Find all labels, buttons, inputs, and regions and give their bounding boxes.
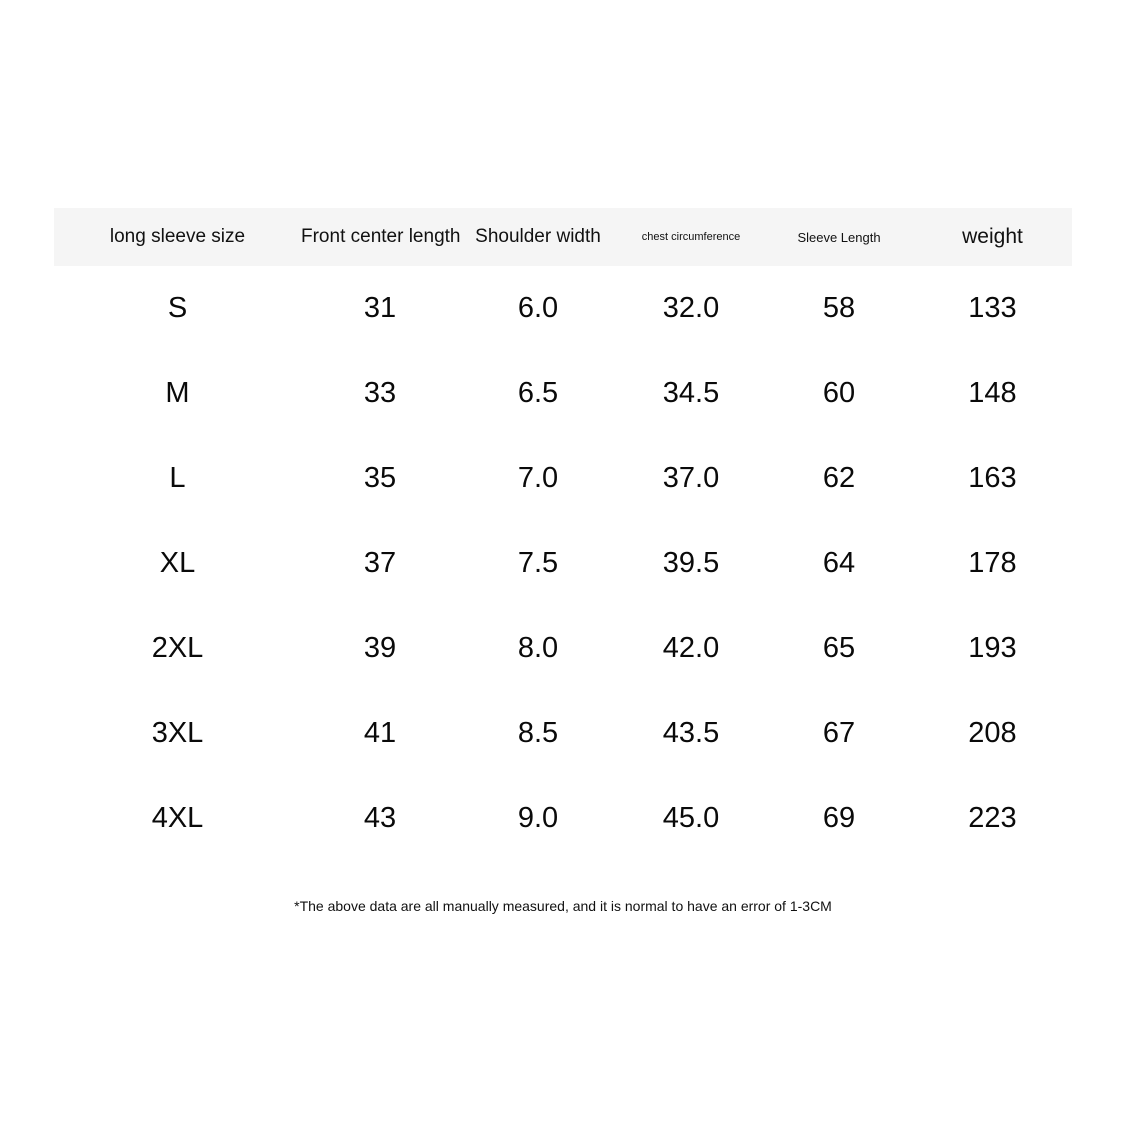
cell-shoulder-width: 7.0 — [517, 462, 559, 494]
cell-front-center-length: 33 — [363, 377, 397, 409]
measurement-footnote: *The above data are all manually measured, and it is normal to have an error of 1-3CM — [294, 898, 832, 914]
cell-weight: 223 — [968, 802, 1017, 834]
column-header-shoulder-width: Shoulder width — [475, 226, 601, 247]
cell-chest-circumference: 42.0 — [662, 632, 720, 664]
cell-sleeve-length: 62 — [822, 462, 856, 494]
cell-shoulder-width: 6.0 — [517, 292, 559, 324]
cell-size: S — [167, 292, 188, 324]
cell-weight: 178 — [968, 547, 1017, 579]
cell-weight: 193 — [968, 632, 1017, 664]
table-row — [54, 266, 1072, 351]
table-row — [54, 606, 1072, 691]
cell-size: 3XL — [151, 717, 204, 749]
cell-sleeve-length: 64 — [822, 547, 856, 579]
table-body — [54, 266, 1072, 861]
cell-chest-circumference: 43.5 — [662, 717, 720, 749]
column-header-chest-circumference: chest circumference — [641, 231, 741, 243]
table-row — [54, 691, 1072, 776]
cell-front-center-length: 39 — [363, 632, 397, 664]
header-row — [54, 208, 1072, 266]
cell-front-center-length: 43 — [363, 802, 397, 834]
cell-shoulder-width: 7.5 — [517, 547, 559, 579]
column-header-sleeve-length: Sleeve Length — [797, 229, 881, 245]
cell-shoulder-width: 9.0 — [517, 802, 559, 834]
cell-weight: 148 — [968, 377, 1017, 409]
cell-front-center-length: 35 — [363, 462, 397, 494]
cell-sleeve-length: 58 — [822, 292, 856, 324]
cell-sleeve-length: 69 — [822, 802, 856, 834]
cell-sleeve-length: 67 — [822, 717, 856, 749]
cell-size: M — [165, 377, 190, 409]
cell-front-center-length: 37 — [363, 547, 397, 579]
size-chart-table — [54, 208, 1072, 861]
column-header-front-center-length: Front center length — [301, 226, 461, 247]
cell-chest-circumference: 37.0 — [662, 462, 720, 494]
cell-front-center-length: 31 — [363, 292, 397, 324]
cell-shoulder-width: 8.5 — [517, 717, 559, 749]
column-header-size: long sleeve size — [109, 226, 246, 247]
cell-sleeve-length: 65 — [822, 632, 856, 664]
cell-size: 2XL — [151, 632, 204, 664]
cell-weight: 133 — [968, 292, 1017, 324]
column-header-weight: weight — [962, 225, 1023, 248]
cell-chest-circumference: 32.0 — [662, 292, 720, 324]
table-row — [54, 351, 1072, 436]
cell-chest-circumference: 34.5 — [662, 377, 720, 409]
table-header — [54, 208, 1072, 266]
cell-size: L — [169, 462, 186, 494]
cell-size: XL — [159, 547, 196, 579]
table-row — [54, 436, 1072, 521]
table-row — [54, 521, 1072, 606]
cell-weight: 208 — [968, 717, 1017, 749]
cell-sleeve-length: 60 — [822, 377, 856, 409]
cell-shoulder-width: 8.0 — [517, 632, 559, 664]
size-chart — [54, 208, 1072, 861]
cell-chest-circumference: 39.5 — [662, 547, 720, 579]
cell-size: 4XL — [151, 802, 204, 834]
cell-front-center-length: 41 — [363, 717, 397, 749]
cell-shoulder-width: 6.5 — [517, 377, 559, 409]
table-row — [54, 776, 1072, 861]
cell-weight: 163 — [968, 462, 1017, 494]
cell-chest-circumference: 45.0 — [662, 802, 720, 834]
